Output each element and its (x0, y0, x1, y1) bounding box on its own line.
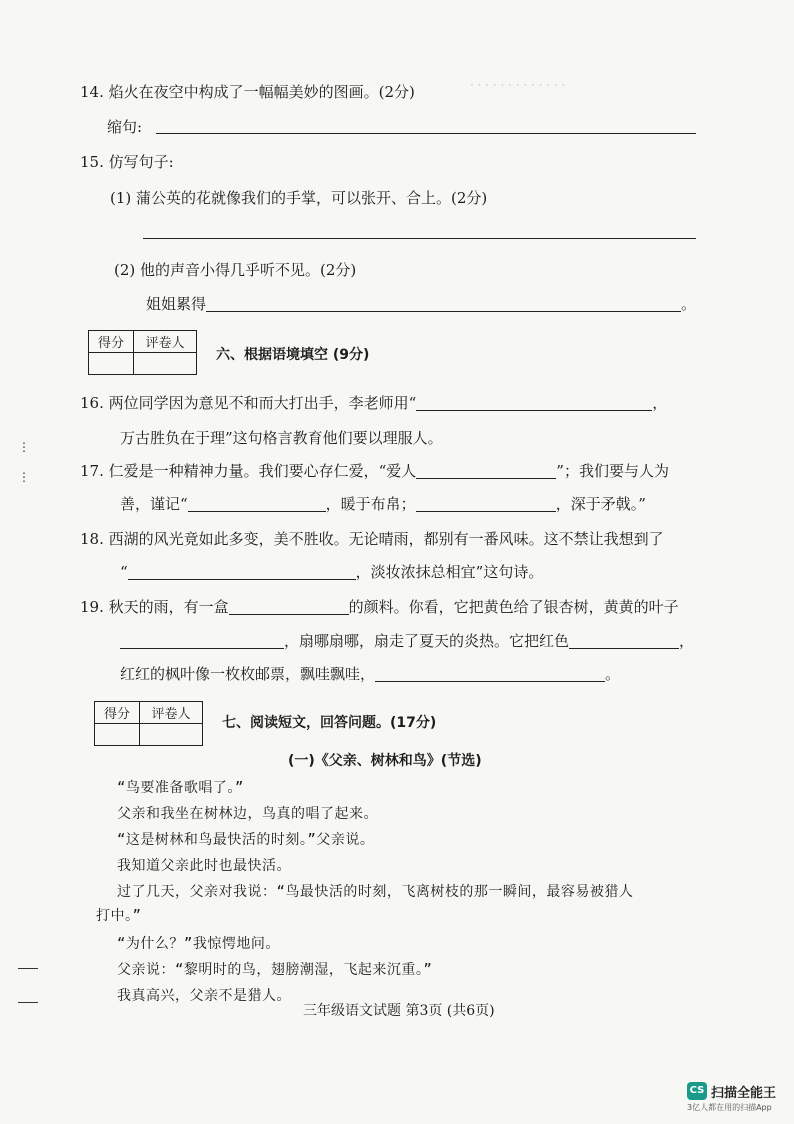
q17-text-c: 善，谨记“ (120, 495, 188, 513)
q15-item-2-answer (146, 294, 696, 314)
question-16 (80, 393, 667, 413)
section-7-score-box (94, 701, 203, 746)
scanner-logo-icon: CS (687, 1082, 707, 1100)
section-6-title: 六、根据语境填空 (9分) (216, 347, 370, 363)
margin-dash (18, 968, 38, 969)
score-cell[interactable] (95, 724, 140, 746)
question-19-cont-1 (120, 631, 694, 651)
q14-answer-line[interactable] (156, 133, 696, 134)
passage-line: 父亲和我坐在树林边，鸟真的唱了起来。 (117, 806, 378, 822)
q19-blank-4[interactable] (375, 665, 605, 682)
bleed-through-text: · · · · · · · · · · · · · (470, 78, 566, 92)
passage-line: 我知道父亲此时也最快活。 (117, 858, 291, 874)
question-18-cont (120, 562, 543, 582)
q17-text-e: ，深于矛戟。” (555, 495, 646, 513)
score-label: 得分 (89, 331, 134, 353)
question-17 (80, 461, 669, 481)
margin-mark: ⋮ (18, 470, 30, 484)
q19-blank-1[interactable] (229, 598, 349, 615)
question-17-cont (120, 494, 646, 514)
margin-mark: ⋮ (18, 440, 30, 454)
question-16-cont: 万古胜负在于理”这句格言教育他们要以理服人。 (120, 429, 443, 447)
q16-text-a: 16. 两位同学因为意见不和而大打出手，李老师用“ (80, 394, 417, 412)
q19-blank-3[interactable] (569, 632, 679, 649)
q15-item-2: (2) 他的声音小得几乎听不见。(2分) (114, 261, 357, 279)
q19-blank-2[interactable] (120, 632, 284, 649)
scanner-tagline: 3亿人都在用的扫描App (687, 1103, 772, 1112)
q15-item-2-prefix: 姐姐累得 (146, 295, 207, 313)
grader-cell[interactable] (140, 724, 203, 746)
passage-line: “为什么？”我惊愕地问。 (117, 936, 280, 952)
q16-text-b: ， (652, 394, 668, 412)
question-15: 15. 仿写句子: (80, 153, 174, 171)
q18-text-b: “ (120, 563, 128, 581)
q19-text-a: 19. 秋天的雨，有一盒 (80, 598, 229, 616)
passage-line: 过了几天，父亲对我说：“鸟最快活的时刻，飞离树枝的那一瞬间，最容易被猎人 (117, 884, 634, 900)
q19-text-d: ， (679, 632, 695, 650)
passage-line: 打中。” (96, 908, 142, 924)
grader-label: 评卷人 (140, 702, 203, 724)
margin-dash (18, 1002, 38, 1003)
q17-text-d: ，暖于布帛； (325, 495, 416, 513)
passage-line: 父亲说：“黎明时的鸟，翅膀潮湿，飞起来沉重。” (117, 962, 433, 978)
q17-blank-1[interactable] (416, 462, 556, 479)
scanner-watermark (687, 1080, 794, 1116)
q17-blank-2[interactable] (188, 495, 326, 512)
q16-blank[interactable] (416, 394, 652, 411)
q19-text-f: 。 (605, 665, 621, 683)
q17-text-b: ”；我们要与人为 (556, 462, 669, 480)
question-18: 18. 西湖的风光竟如此多变，美不胜收。无论晴雨，都别有一番风味。这不禁让我想到了 (80, 530, 664, 548)
question-19-cont-2 (120, 664, 620, 684)
q19-text-c: ，扇哪扇哪，扇走了夏天的炎热。它把红色 (284, 632, 570, 650)
question-14: 14. 焰火在夜空中构成了一幅幅美妙的图画。(2分) (80, 83, 415, 101)
q17-text-a: 17. 仁爱是一种精神力量。我们要心存仁爱，“爱人 (80, 462, 417, 480)
score-label: 得分 (95, 702, 140, 724)
page-footer: 三年级语文试题 第3页 (共6页) (303, 1003, 495, 1019)
q15-item-2-suffix: 。 (681, 295, 697, 313)
q14-answer-label: 缩句: (107, 118, 143, 136)
passage-line: “鸟要准备歌唱了。” (117, 780, 244, 796)
passage-line: “这是树林和鸟最快活的时刻。”父亲说。 (117, 832, 375, 848)
q15-item-1: (1) 蒲公英的花就像我们的手掌，可以张开、合上。(2分) (110, 189, 488, 207)
passage-subtitle: (一)《父亲、树林和鸟》(节选) (288, 753, 482, 769)
scanner-name: 扫描全能王 (711, 1086, 777, 1101)
grader-label: 评卷人 (134, 331, 197, 353)
q18-text-c: ，淡妆浓抹总相宜”这句诗。 (355, 563, 544, 581)
section-6-score-box (88, 330, 197, 375)
q17-blank-3[interactable] (416, 495, 556, 512)
score-cell[interactable] (89, 353, 134, 375)
q15-item-1-answer-line[interactable] (143, 238, 696, 239)
section-7-title: 七、阅读短文，回答问题。(17分) (222, 715, 437, 731)
grader-cell[interactable] (134, 353, 197, 375)
q15-item-2-blank[interactable] (206, 295, 681, 312)
q19-text-b: 的颜料。你看，它把黄色给了银杏树，黄黄的叶子 (348, 598, 679, 616)
passage-line: 我真高兴，父亲不是猎人。 (117, 988, 291, 1004)
question-19 (80, 597, 679, 617)
q18-blank[interactable] (128, 563, 356, 580)
q19-text-e: 红红的枫叶像一枚枚邮票，飘哇飘哇， (120, 665, 376, 683)
